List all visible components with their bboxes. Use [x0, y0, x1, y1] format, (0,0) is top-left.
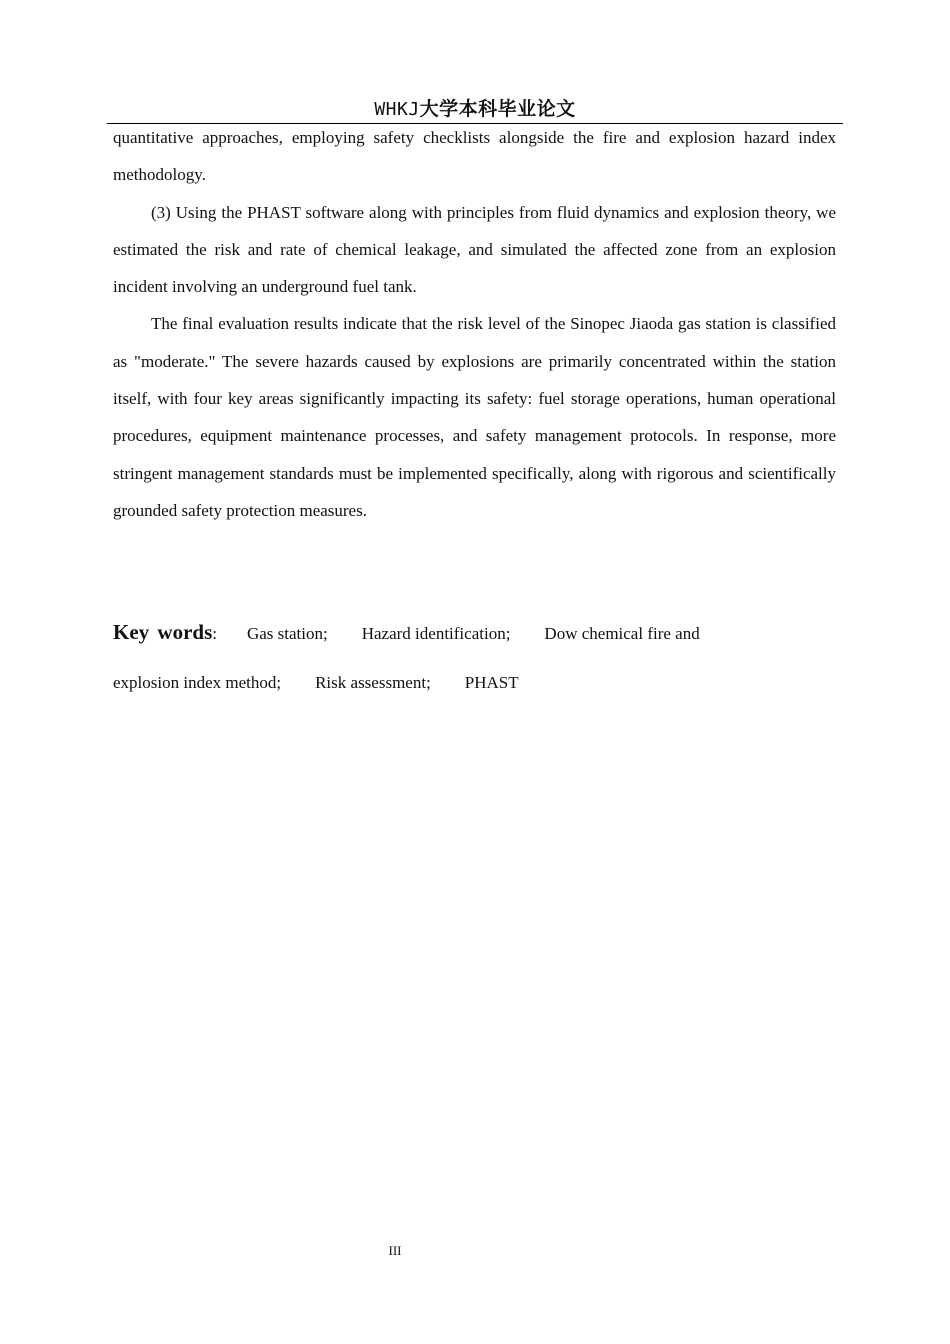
header-latin: WHKJ: [374, 99, 420, 120]
keyword-item: Hazard identification;: [361, 624, 511, 643]
paragraph-conclusion: The final evaluation results indicate that the risk level of the Sinopec Jiaoda gas station is classified as "moderate." The severe hazards caused by explosions are primarily concentrated within the station itself, with four key areas significantly impacting its safety: fuel storage operations, human operational procedures, equipment maintenance processes, and safety management protocols. In response, more stringent management standards must be implemented specifically, along with rigorous and scientifically grounded safety protection measures.: [113, 314, 836, 520]
keywords-label: Key words: [113, 620, 213, 644]
keyword-item: Risk assessment;: [315, 673, 431, 692]
keyword-item: PHAST: [464, 673, 519, 692]
keyword-item: explosion index method;: [113, 673, 282, 692]
header-title: 大学本科毕业论文: [419, 98, 576, 120]
keywords-colon: :: [212, 624, 217, 643]
paragraph-item-3: (3) Using the PHAST software along with principles from fluid dynamics and explosion theory, we estimated the risk and rate of chemical leakage, and simulated the affected zone from an explosion incident involving an underground fuel tank.: [113, 202, 836, 297]
paragraph-continuation: quantitative approaches, employing safety checklists alongside the fire and explosion hazard index methodology.: [113, 128, 836, 185]
keywords-section: [113, 608, 836, 707]
keyword-item: Dow chemical fire and: [544, 624, 700, 643]
abstract-body: [113, 119, 836, 529]
keyword-item: Gas station;: [246, 624, 328, 643]
page-number: III: [388, 1243, 402, 1258]
